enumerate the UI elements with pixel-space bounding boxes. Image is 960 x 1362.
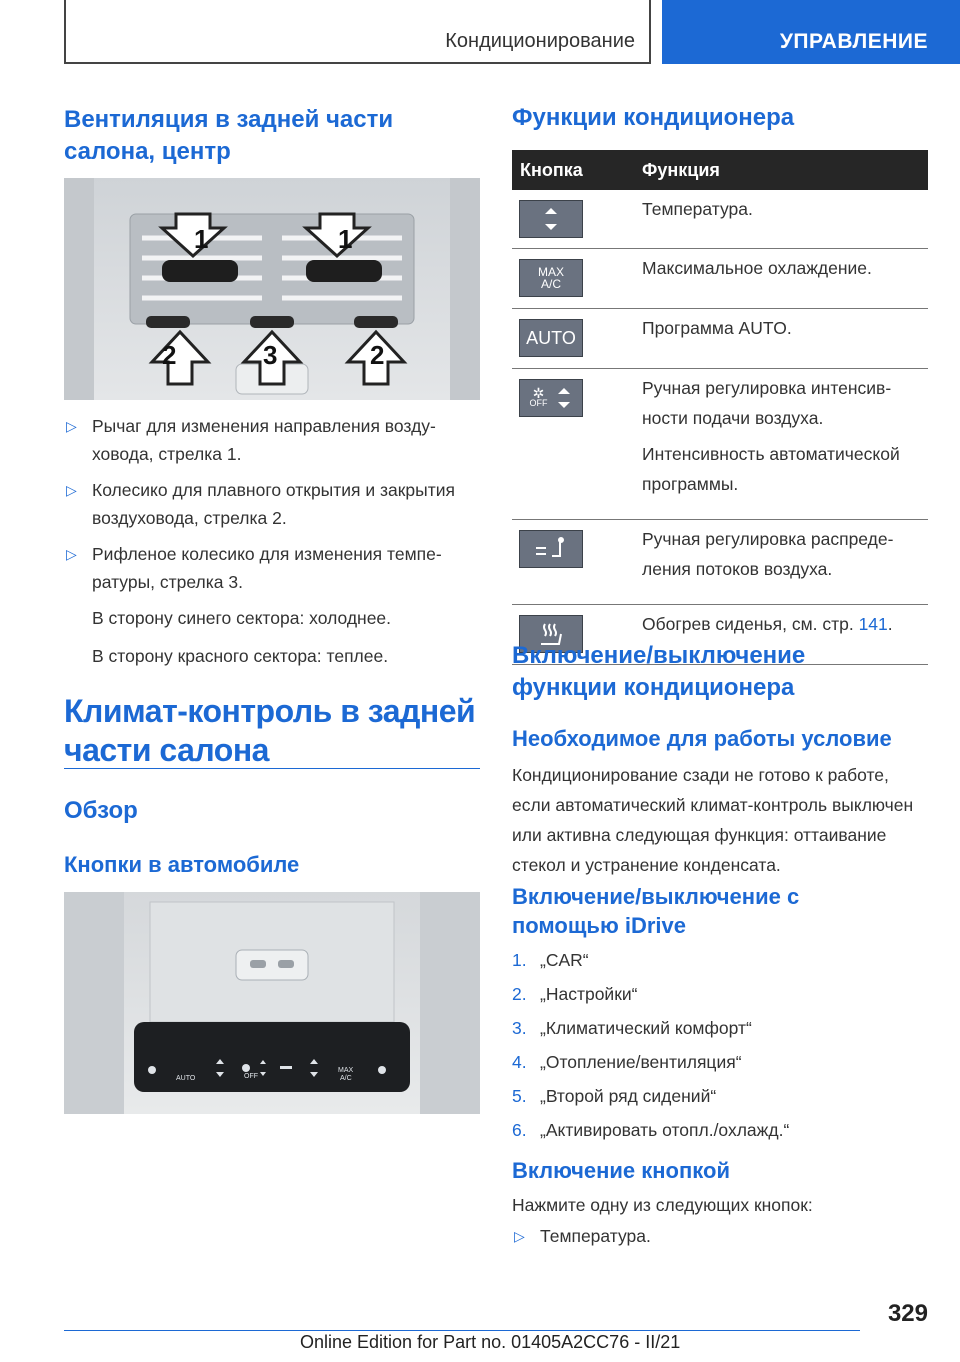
panel-auto-label: AUTO [176, 1075, 196, 1082]
fan-off-arrows-icon: ✲ OFF [519, 379, 583, 417]
table-row: AUTO Программа AUTO. [512, 308, 928, 368]
panel-off-label: OFF [244, 1073, 258, 1080]
list-item: ▷ Температура. [512, 1222, 928, 1250]
triangle-bullet-icon: ▷ [66, 482, 77, 498]
page-link[interactable]: 141 [858, 613, 888, 634]
list-item: 6. „Активировать отопл./охлажд.“ [512, 1120, 790, 1140]
overview-title: Обзор [64, 797, 138, 824]
triangle-bullet-icon: ▷ [66, 418, 77, 434]
rear-vent-illustration [64, 178, 480, 400]
vent-title [64, 104, 480, 168]
list-item: 2. „Настройки“ [512, 984, 638, 1004]
edition-text: Online Edition for Part no. 01405A2CC76 - II/21 [300, 1332, 681, 1352]
condition-text: Кондиционирование сзади не готово к работе, если автоматический климат-контроль выключен или активна следующая функция: оттаивание стекол и устранение конденсата. [512, 765, 914, 875]
callout-1a: 1 [194, 224, 209, 254]
temperature-arrows-icon [519, 200, 583, 238]
callout-3: 3 [263, 340, 278, 370]
idrive-title-line1: Включение/выключение с [512, 884, 800, 909]
vent-title-line2: салона, центр [64, 138, 231, 165]
list-item: ▷ Колесико для плавного открытия и закрытия воздуховода, стрелка 2. [64, 476, 480, 532]
callout-1b: 1 [338, 224, 353, 254]
table-row: Температура. [512, 190, 928, 248]
air-distribution-icon [519, 530, 583, 568]
onoff-title [512, 640, 928, 704]
idrive-title [512, 882, 928, 940]
panel-max-label: MAX [338, 1067, 354, 1074]
footer-divider [64, 1330, 860, 1331]
panel-ac-label: A/C [340, 1075, 352, 1082]
callout-2b: 2 [370, 340, 385, 370]
header-chapter [662, 0, 960, 64]
list-item: 4. „Отопление/вентиляция“ [512, 1052, 742, 1072]
onoff-title-line1: Включение/выключение [512, 642, 806, 669]
rear-control-panel-illustration [64, 892, 480, 1114]
header-section-label: Кондиционирование [445, 30, 635, 52]
climate-title-line1: Климат-контроль в задней [64, 693, 476, 729]
rear-vent-photo [64, 178, 480, 400]
auto-icon: AUTO [519, 319, 583, 357]
climate-title [64, 692, 480, 770]
list-item: ▷ Рифленое колесико для изменения температуры, стрелка 3. [64, 540, 480, 596]
vent-title-line1: Вентиляция в задней части [64, 106, 394, 133]
idrive-steps [512, 946, 928, 1150]
triangle-bullet-icon: ▷ [514, 1228, 525, 1244]
list-item: 1. „CAR“ [512, 950, 589, 970]
condition-title: Необходимое для работы условие [512, 726, 892, 751]
header-chapter-label: УПРАВЛЕНИЕ [779, 30, 928, 53]
list-item: 3. „Климатический комфорт“ [512, 1018, 752, 1038]
header-section [64, 0, 651, 64]
idrive-title-line2: помощью iDrive [512, 913, 686, 938]
callout-2a: 2 [162, 340, 177, 370]
button-bullets [512, 1222, 928, 1258]
section-divider [64, 768, 480, 769]
table-row: Ручная регулировка распределения потоков воздуха. [512, 519, 928, 604]
max-ac-icon: MAX A/C [519, 259, 583, 297]
page-number: 329 [887, 1300, 928, 1327]
table-row: MAX A/C Максимальное охлаждение. [512, 248, 928, 308]
table-row: ✲ OFF Ручная регулировка интенсивности подачи воздуха. Интенсивность автоматической программы. [512, 368, 928, 519]
button-text: Нажмите одну из следующих кнопок: [512, 1195, 813, 1215]
functions-title: Функции кондиционера [512, 104, 795, 131]
table-row: Обогрев сиденья, см. стр. 141. [512, 604, 928, 664]
table-header-row [512, 150, 928, 190]
sub-note-blue: В сторону синего сектора: холоднее. [92, 608, 392, 628]
rear-panel-photo [64, 892, 480, 1114]
triangle-bullet-icon: ▷ [66, 546, 77, 562]
onoff-title-line2: функции кондиционера [512, 674, 795, 701]
button-title: Включение кнопкой [512, 1158, 730, 1183]
header-button: Кнопка [512, 150, 632, 190]
list-item: ▷ Рычаг для изменения направления воздуховода, стрелка 1. [64, 412, 480, 468]
climate-title-line2: части салона [64, 732, 269, 768]
list-item: 5. „Второй ряд сидений“ [512, 1086, 717, 1106]
functions-table [512, 150, 928, 665]
sub-note-red: В сторону красного сектора: теплее. [92, 646, 389, 666]
header-function: Функция [632, 150, 928, 190]
buttons-in-car-title: Кнопки в автомобиле [64, 852, 300, 877]
vent-bullets [64, 412, 480, 680]
